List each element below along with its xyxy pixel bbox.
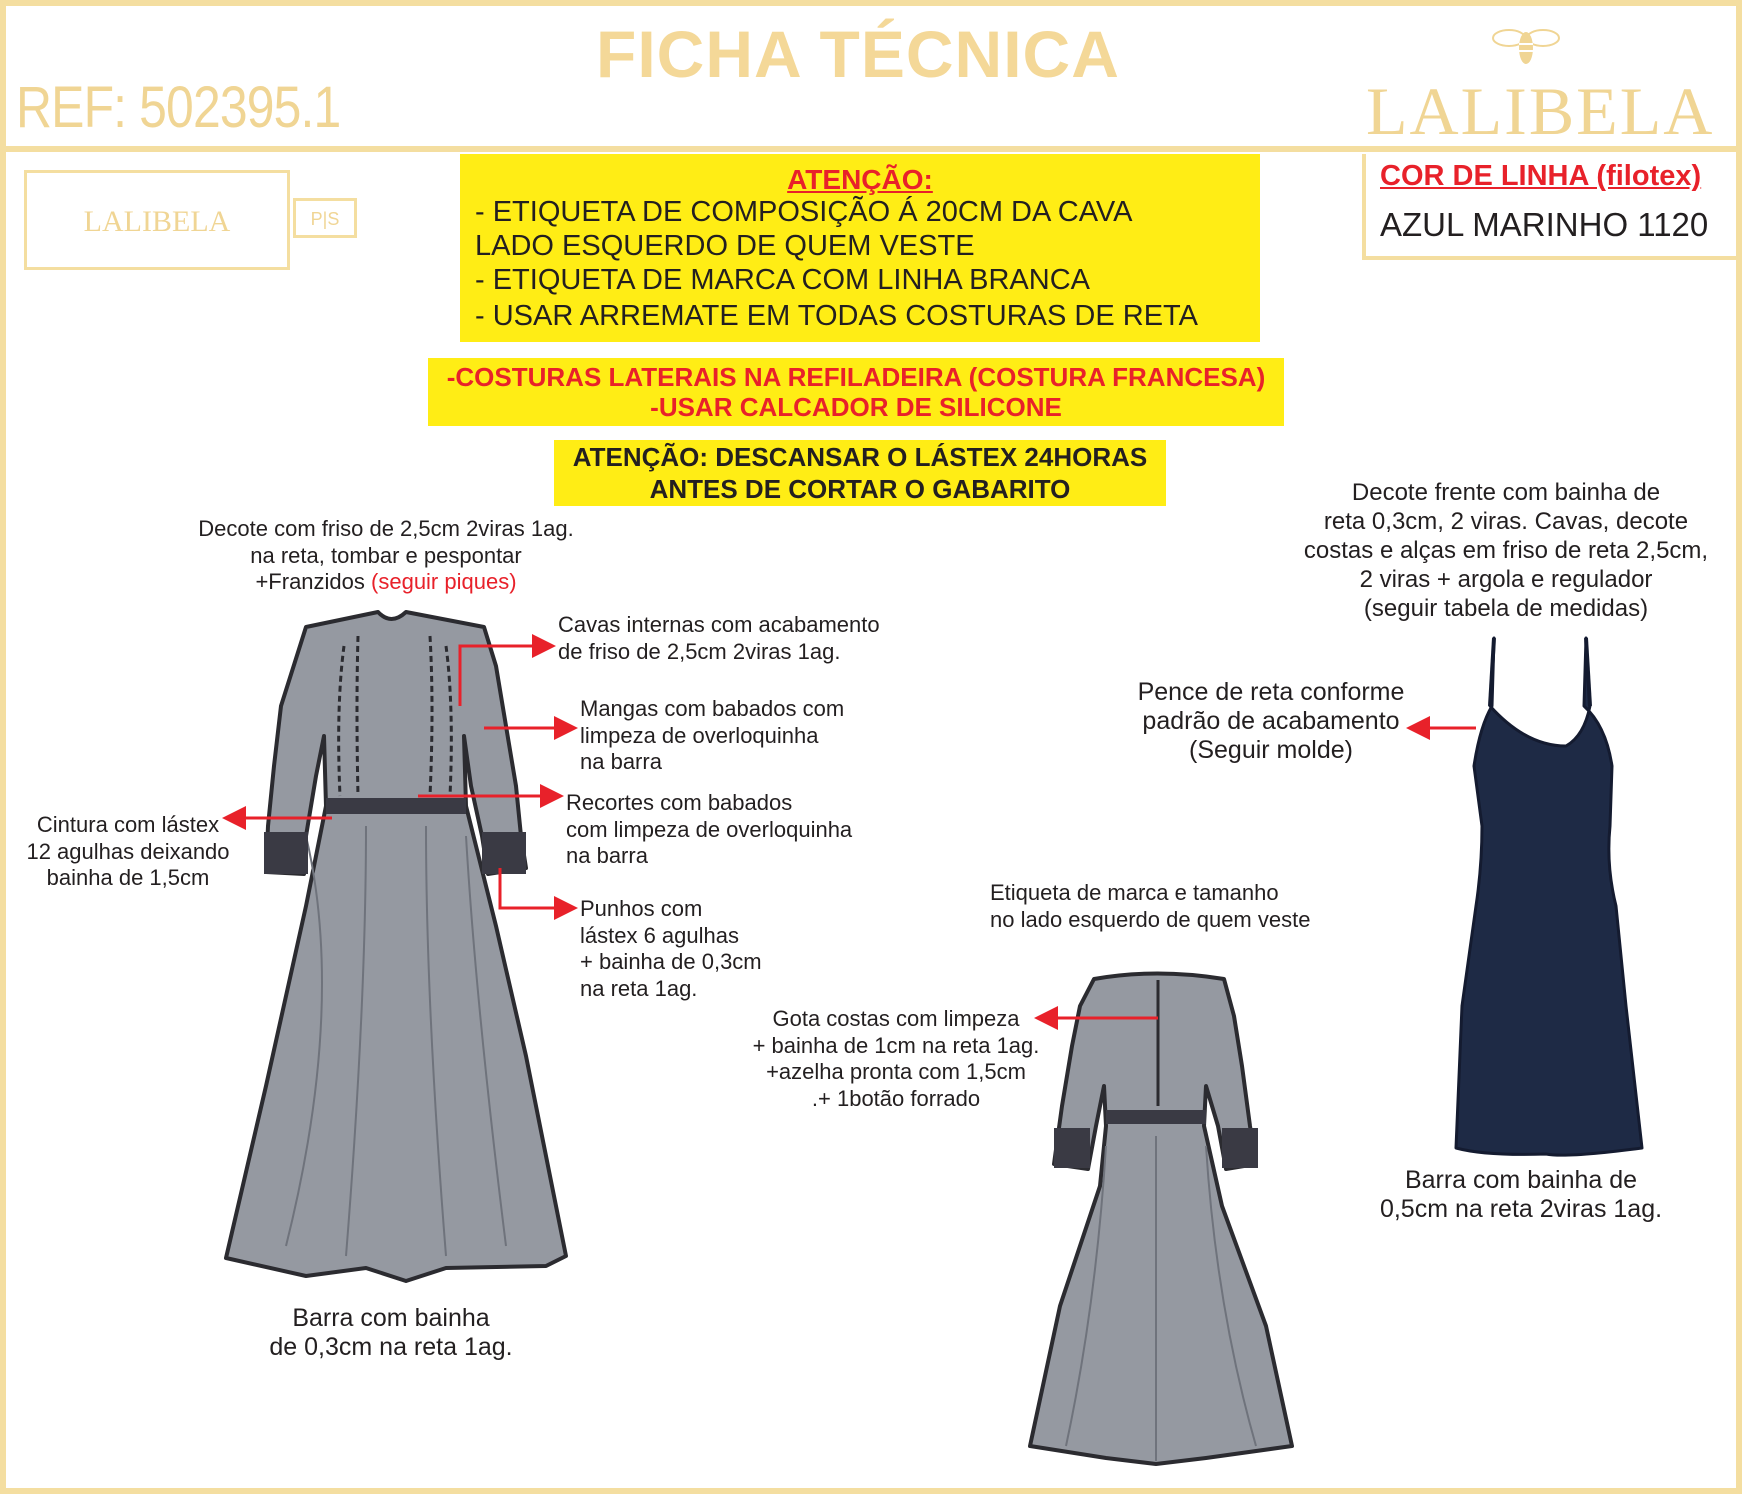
- label-size-text: P|S: [310, 209, 340, 229]
- elastic-warning-line: ATENÇÃO: DESCANSAR O LÁSTEX 24HORAS: [572, 442, 1148, 472]
- note-front-hem: Barra com bainha de 0,3cm na reta 1ag.: [269, 1304, 513, 1361]
- note-slip-hem: Barra com bainha de 0,5cm na reta 2viras 1ag.: [1379, 1166, 1663, 1223]
- note-armholes: Cavas internas com acabamento de friso de 2,5cm 2viras 1ag.: [558, 612, 880, 664]
- note-label-position: Etiqueta de marca e tamanho no lado esquerdo de quem veste: [990, 880, 1311, 932]
- reference-code: REF: 502395.1: [16, 75, 341, 140]
- sewing-note: -COSTURAS LATERAIS NA REFILADEIRA (COSTURA FRANCESA): [446, 362, 1266, 392]
- elastic-warning-line: ANTES DE CORTAR O GABARITO: [649, 474, 1071, 504]
- note-slip-neckline: Decote frente com bainha de reta 0,3cm, 2 viras. Cavas, decote costas e alças em friso de reta 2,5cm, 2 viras + argola e regulador (seguir tabela de medidas): [1303, 479, 1709, 622]
- attention-line: - ETIQUETA DE MARCA COM LINHA BRANCA: [475, 264, 1091, 296]
- front-dress-drawing: [226, 612, 566, 1281]
- attention-title: ATENÇÃO:: [787, 164, 933, 195]
- note-sleeves: Mangas com babados com limpeza de overloquinha na barra: [580, 696, 845, 774]
- attention-line: - USAR ARREMATE EM TODAS COSTURAS DE RETA: [475, 300, 1198, 332]
- note-cuffs: Punhos com lástex 6 agulhas + bainha de 0,3cm na reta 1ag.: [580, 896, 762, 1001]
- note-slip-dart: Pence de reta conforme padrão de acabamento (Seguir molde): [1137, 678, 1405, 764]
- slip-dress-drawing: [1456, 638, 1642, 1155]
- page-title: FICHA TÉCNICA: [596, 17, 1120, 91]
- label-brand-text: LALIBELA: [83, 205, 231, 238]
- thread-color-value: AZUL MARINHO 1120: [1380, 206, 1709, 243]
- garment-drawings: [6, 6, 1736, 1488]
- attention-line: - ETIQUETA DE COMPOSIÇÃO Á 20CM DA CAVA: [475, 196, 1133, 228]
- thread-color-title: COR DE LINHA (filotex): [1380, 160, 1702, 192]
- brand-logo: LALIBELA: [1366, 73, 1715, 149]
- attention-line: LADO ESQUERDO DE QUEM VESTE: [475, 230, 975, 262]
- note-back-drop: Gota costas com limpeza + bainha de 1cm na reta 1ag. +azelha pronta com 1,5cm .+ 1botão forrado: [752, 1006, 1040, 1111]
- back-dress-drawing: [1030, 974, 1292, 1465]
- sewing-note: -USAR CALCADOR DE SILICONE: [650, 392, 1062, 422]
- note-cutouts: Recortes com babados com limpeza de overloquinha na barra: [566, 790, 853, 868]
- note-neckline: Decote com friso de 2,5cm 2viras 1ag. na reta, tombar e pespontar +Franzidos (seguir piques): [198, 516, 574, 594]
- note-waist: Cintura com lástex 12 agulhas deixando bainha de 1,5cm: [26, 812, 230, 890]
